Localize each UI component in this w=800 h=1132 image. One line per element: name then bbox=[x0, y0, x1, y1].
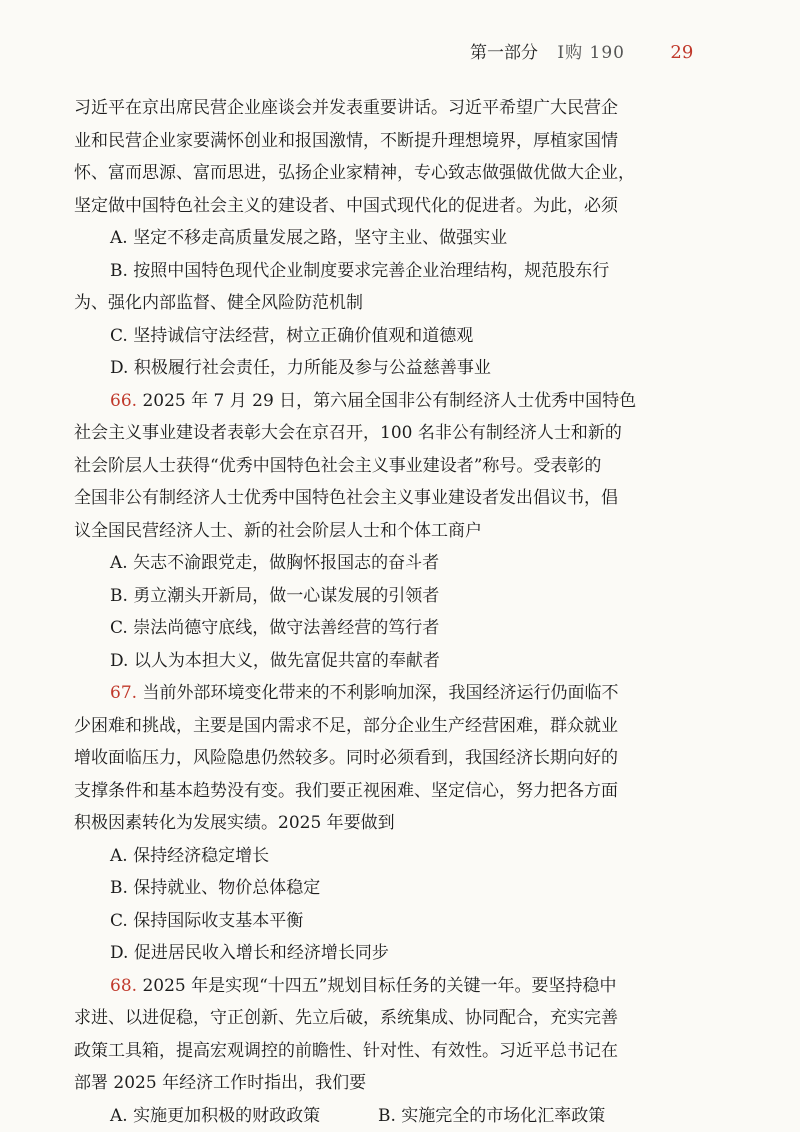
q67-text: 当前外部环境变化带来的不利影响加深，我国经济运行仍面临不 bbox=[142, 683, 619, 703]
page-header bbox=[470, 38, 693, 63]
q68-options-row bbox=[74, 1100, 714, 1132]
q66-line: 社会阶层人士获得“优秀中国特色社会主义事业建设者”称号。受表彰的 bbox=[74, 455, 602, 476]
q67-line: 少困难和挑战，主要是国内需求不足，部分企业生产经营困难，群众就业 bbox=[74, 715, 618, 736]
q66-text: 2025 年 7 月 29 日，第六届全国非公有制经济人士优秀中国特色 bbox=[142, 390, 637, 411]
q68-line: 求进、以进促稳，守正创新、先立后破，系统集成、协同配合，充实完善 bbox=[74, 1008, 618, 1028]
q66-option-d: D. 以人为本担大义，做先富促共富的奉献者 bbox=[110, 650, 440, 671]
intro-option-b-cont: 为、强化内部监督、健全风险防范机制 bbox=[74, 293, 363, 313]
q67-option-d: D. 促进居民收入增长和经济增长同步 bbox=[110, 943, 389, 963]
q67-line: 积极因素转化为发展实绩。2025 年要做到 bbox=[74, 813, 395, 833]
page-number: 29 bbox=[670, 42, 694, 63]
q66-line: 议全国民营经济人士、新的社会阶层人士和个体工商户 bbox=[74, 520, 482, 541]
intro-line: 怀、富而思源、富而思进，弘扬企业家精神，专心致志做强做优做大企业， bbox=[74, 163, 635, 183]
intro-option-b: B. 按照中国特色现代企业制度要求完善企业治理结构，规范股东行 bbox=[110, 260, 610, 281]
section-label: 第一部分 bbox=[470, 43, 538, 63]
q67-number: 67. bbox=[110, 683, 138, 703]
q67-option-a: A. 保持经济稳定增长 bbox=[110, 845, 270, 866]
q66-number: 66. bbox=[110, 390, 138, 411]
q66-option-b: B. 勇立潮头开新局，做一心谋发展的引领者 bbox=[110, 585, 440, 606]
q68-text: 2025 年是实现“十四五”规划目标任务的关键一年。要坚持稳中 bbox=[142, 975, 617, 996]
q68-line: 政策工具箱，提高宏观调控的前瞻性、针对性、有效性。习近平总书记在 bbox=[74, 1040, 618, 1061]
q68-line: 部署 2025 年经济工作时指出，我们要 bbox=[74, 1073, 367, 1093]
intro-option-d: D. 积极履行社会责任，力所能及参与公益慈善事业 bbox=[110, 358, 491, 378]
section-code: I购 190 bbox=[557, 43, 625, 63]
q68-line bbox=[74, 970, 714, 1003]
q67-option-b: B. 保持就业、物价总体稳定 bbox=[110, 878, 321, 898]
q66-option-a: A. 矢志不渝跟党走，做胸怀报国志的奋斗者 bbox=[110, 553, 440, 573]
q67-line bbox=[74, 677, 714, 710]
q68-option-b: B. 实施完全的市场化汇率政策 bbox=[378, 1105, 606, 1126]
q66-line: 社会主义事业建设者表彰大会在京召开，100 名非公有制经济人士和新的 bbox=[74, 423, 622, 443]
q67-line: 增收面临压力，风险隐患仍然较多。同时必须看到，我国经济长期向好的 bbox=[74, 748, 618, 768]
q68-option-a: A. 实施更加积极的财政政策 bbox=[110, 1105, 321, 1126]
intro-line: 业和民营企业家要满怀创业和报国激情，不断提升理想境界，厚植家国情 bbox=[74, 130, 618, 151]
q67-line: 支撑条件和基本趋势没有变。我们要正视困难、坚定信心，努力把各方面 bbox=[74, 780, 618, 801]
intro-option-c: C. 坚持诚信守法经营，树立正确价值观和道德观 bbox=[110, 325, 474, 346]
q66-option-c: C. 崇法尚德守底线，做守法善经营的笃行者 bbox=[110, 618, 440, 638]
intro-line: 坚定做中国特色社会主义的建设者、中国式现代化的促进者。为此，必须 bbox=[74, 195, 618, 216]
intro-option-a: A. 坚定不移走高质量发展之路，坚守主业、做强实业 bbox=[110, 228, 508, 248]
q66-line: 全国非公有制经济人士优秀中国特色社会主义事业建设者发出倡议书，倡 bbox=[74, 488, 618, 508]
q68-number: 68. bbox=[110, 975, 138, 996]
q66-line bbox=[74, 385, 714, 418]
page-content bbox=[74, 92, 714, 1132]
intro-line: 习近平在京出席民营企业座谈会并发表重要讲话。习近平希望广大民营企 bbox=[74, 98, 618, 118]
q67-option-c: C. 保持国际收支基本平衡 bbox=[110, 910, 304, 931]
